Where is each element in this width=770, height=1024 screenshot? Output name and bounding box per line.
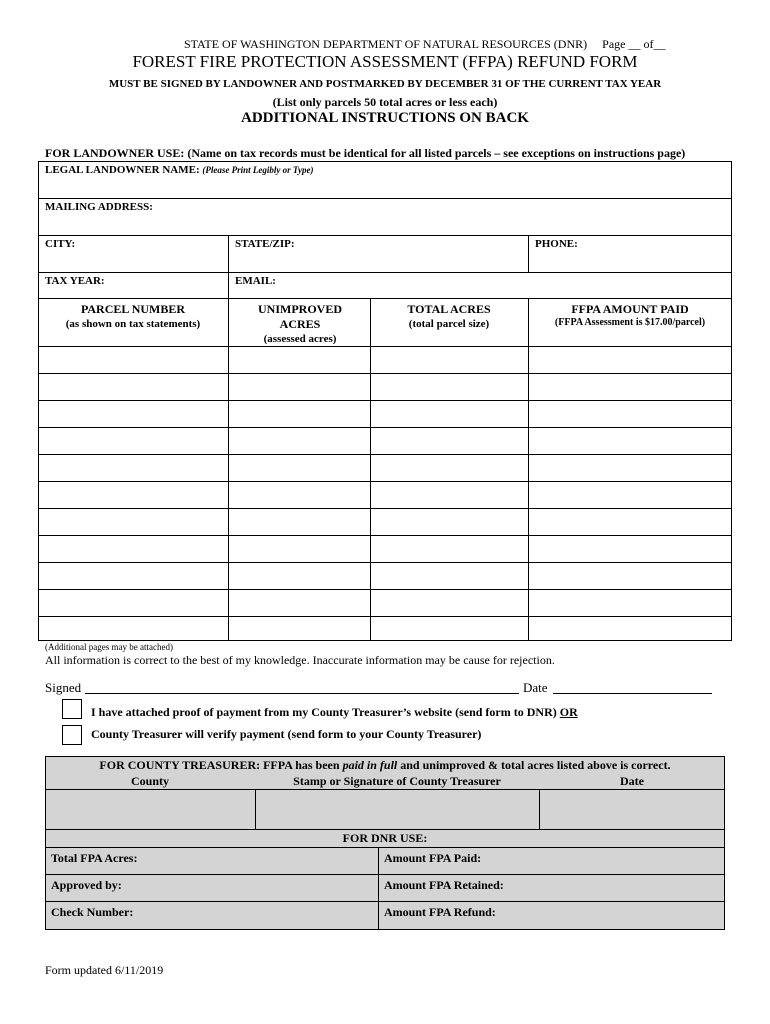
city-field[interactable]: CITY: bbox=[45, 238, 76, 250]
mailing-address-field[interactable]: MAILING ADDRESS: bbox=[45, 201, 153, 213]
parcel-row-10-col-1-cell[interactable] bbox=[39, 590, 227, 615]
parcel-row-4-col-3-cell[interactable] bbox=[371, 428, 527, 453]
parcel-row-11-col-4-cell[interactable] bbox=[529, 617, 731, 642]
parcel-row-6-col-4-cell[interactable] bbox=[529, 482, 731, 507]
email-field[interactable]: EMAIL: bbox=[235, 275, 276, 287]
accuracy-statement: All information is correct to the best of my knowledge. Inaccurate information may be cause for rejection. bbox=[45, 653, 555, 667]
parcel-row-10-col-3-cell[interactable] bbox=[371, 590, 527, 615]
parcel-row-4-col-4-cell[interactable] bbox=[529, 428, 731, 453]
parcel-row-1-col-2-cell[interactable] bbox=[229, 347, 369, 372]
check-number-field[interactable]: Check Number: bbox=[51, 905, 134, 919]
attached-proof-option bbox=[91, 705, 578, 720]
amount-fpa-refund-field[interactable]: Amount FPA Refund: bbox=[384, 905, 496, 919]
landowner-name-field[interactable] bbox=[45, 164, 314, 176]
total-fpa-acres-field[interactable]: Total FPA Acres: bbox=[51, 851, 138, 865]
form-title: FOREST FIRE PROTECTION ASSESSMENT (FFPA) REFUND FORM bbox=[132, 52, 638, 71]
parcel-row-8-col-3-cell[interactable] bbox=[371, 536, 527, 561]
parcel-row-9-col-1-cell[interactable] bbox=[39, 563, 227, 588]
treasurer-stamp-field[interactable] bbox=[257, 791, 537, 828]
parcel-row-7-col-3-cell[interactable] bbox=[371, 509, 527, 534]
attached-proof-checkbox[interactable] bbox=[62, 699, 82, 719]
parcel-row-2-col-3-cell[interactable] bbox=[371, 374, 527, 399]
parcel-row-3-col-2-cell[interactable] bbox=[229, 401, 369, 426]
parcel-row-5-col-2-cell[interactable] bbox=[229, 455, 369, 480]
parcel-row-6-col-3-cell[interactable] bbox=[371, 482, 527, 507]
approved-by-field[interactable]: Approved by: bbox=[51, 878, 122, 892]
treasurer-verify-checkbox[interactable] bbox=[62, 725, 82, 745]
signature-date-line[interactable] bbox=[553, 693, 712, 694]
treasurer-county-label: County bbox=[130, 774, 169, 788]
paid-in-full-text: paid in full bbox=[342, 758, 398, 772]
parcel-row-2-col-2-cell[interactable] bbox=[229, 374, 369, 399]
col-header-ffpa-amount: FFPA AMOUNT PAID (FFPA Assessment is $17.00/parcel) bbox=[554, 302, 706, 328]
landowner-intro: FOR LANDOWNER USE: (Name on tax records must be identical for all listed parcels – see exceptions on instructions page) bbox=[45, 146, 686, 160]
treasurer-verify-text: County Treasurer will verify payment (send form to your County Treasurer) bbox=[91, 727, 482, 741]
parcel-row-8-col-1-cell[interactable] bbox=[39, 536, 227, 561]
parcel-row-1-col-1-cell[interactable] bbox=[39, 347, 227, 372]
tax-year-field[interactable]: TAX YEAR: bbox=[45, 275, 105, 287]
treasurer-stamp-label: Stamp or Signature of County Treasurer bbox=[293, 774, 501, 788]
parcel-row-9-col-2-cell[interactable] bbox=[229, 563, 369, 588]
parcel-row-1-col-3-cell[interactable] bbox=[371, 347, 527, 372]
treasurer-date-label: Date bbox=[620, 774, 644, 788]
col-header-parcel-number: PARCEL NUMBER (as shown on tax statements) bbox=[65, 302, 201, 330]
parcel-row-3-col-1-cell[interactable] bbox=[39, 401, 227, 426]
attached-proof-text: I have attached proof of payment from my County Treasurer’s website (send form to DNR) bbox=[91, 705, 557, 719]
landowner-info-block bbox=[38, 161, 732, 299]
parcel-row-7-col-2-cell[interactable] bbox=[229, 509, 369, 534]
parcel-row-7-col-1-cell[interactable] bbox=[39, 509, 227, 534]
treasurer-county-field[interactable] bbox=[47, 791, 253, 828]
parcel-row-10-col-4-cell[interactable] bbox=[529, 590, 731, 615]
signature-line[interactable] bbox=[85, 693, 519, 694]
parcel-row-4-col-2-cell[interactable] bbox=[229, 428, 369, 453]
agency-line bbox=[184, 37, 665, 52]
form-updated-date: Form updated 6/11/2019 bbox=[45, 963, 164, 977]
parcel-row-9-col-4-cell[interactable] bbox=[529, 563, 731, 588]
signed-label: Signed bbox=[45, 680, 82, 695]
parcel-row-10-col-2-cell[interactable] bbox=[229, 590, 369, 615]
dnr-title: FOR DNR USE: bbox=[342, 831, 428, 845]
additional-pages-note: (Additional pages may be attached) bbox=[45, 642, 173, 652]
parcel-row-6-col-2-cell[interactable] bbox=[229, 482, 369, 507]
agency-name: STATE OF WASHINGTON DEPARTMENT OF NATURAL RESOURCES (DNR) bbox=[184, 37, 588, 51]
treasurer-title: FOR COUNTY TREASURER: FFPA has been paid in full and unimproved & total acres listed above is correct. bbox=[99, 758, 671, 772]
amount-fpa-retained-field[interactable]: Amount FPA Retained: bbox=[384, 878, 504, 892]
instructions-heading: ADDITIONAL INSTRUCTIONS ON BACK bbox=[241, 110, 529, 126]
or-text: OR bbox=[559, 705, 578, 719]
parcel-row-2-col-4-cell[interactable] bbox=[529, 374, 731, 399]
parcel-row-6-col-1-cell[interactable] bbox=[39, 482, 227, 507]
page-counter: Page __ of__ bbox=[602, 37, 666, 51]
landowner-name-label: LEGAL LANDOWNER NAME: bbox=[45, 164, 200, 176]
parcel-row-2-col-1-cell[interactable] bbox=[39, 374, 227, 399]
deadline-notice: MUST BE SIGNED BY LANDOWNER AND POSTMARKED BY DECEMBER 31 OF THE CURRENT TAX YEAR bbox=[108, 78, 662, 90]
parcel-row-8-col-2-cell[interactable] bbox=[229, 536, 369, 561]
date-label: Date bbox=[523, 680, 548, 695]
parcel-row-11-col-3-cell[interactable] bbox=[371, 617, 527, 642]
parcel-row-3-col-4-cell[interactable] bbox=[529, 401, 731, 426]
parcel-row-5-col-1-cell[interactable] bbox=[39, 455, 227, 480]
parcel-row-11-col-1-cell[interactable] bbox=[39, 617, 227, 642]
parcel-row-5-col-3-cell[interactable] bbox=[371, 455, 527, 480]
parcel-row-9-col-3-cell[interactable] bbox=[371, 563, 527, 588]
parcel-row-7-col-4-cell[interactable] bbox=[529, 509, 731, 534]
parcel-row-8-col-4-cell[interactable] bbox=[529, 536, 731, 561]
col-header-total-acres: TOTAL ACRES (total parcel size) bbox=[407, 302, 491, 330]
parcel-row-4-col-1-cell[interactable] bbox=[39, 428, 227, 453]
col-header-unimproved-acres: UNIMPROVED ACRES (assessed acres) bbox=[258, 302, 342, 345]
landowner-name-hint: (Please Print Legibly or Type) bbox=[202, 165, 314, 175]
treasurer-date-field[interactable] bbox=[541, 791, 723, 828]
state-zip-field[interactable]: STATE/ZIP: bbox=[235, 238, 295, 250]
amount-fpa-paid-field[interactable]: Amount FPA Paid: bbox=[384, 851, 482, 865]
parcel-row-3-col-3-cell[interactable] bbox=[371, 401, 527, 426]
parcel-row-1-col-4-cell[interactable] bbox=[529, 347, 731, 372]
parcel-row-11-col-2-cell[interactable] bbox=[229, 617, 369, 642]
parcel-row-5-col-4-cell[interactable] bbox=[529, 455, 731, 480]
parcel-limit-note: (List only parcels 50 total acres or less each) bbox=[272, 95, 498, 109]
phone-field[interactable]: PHONE: bbox=[535, 238, 578, 250]
